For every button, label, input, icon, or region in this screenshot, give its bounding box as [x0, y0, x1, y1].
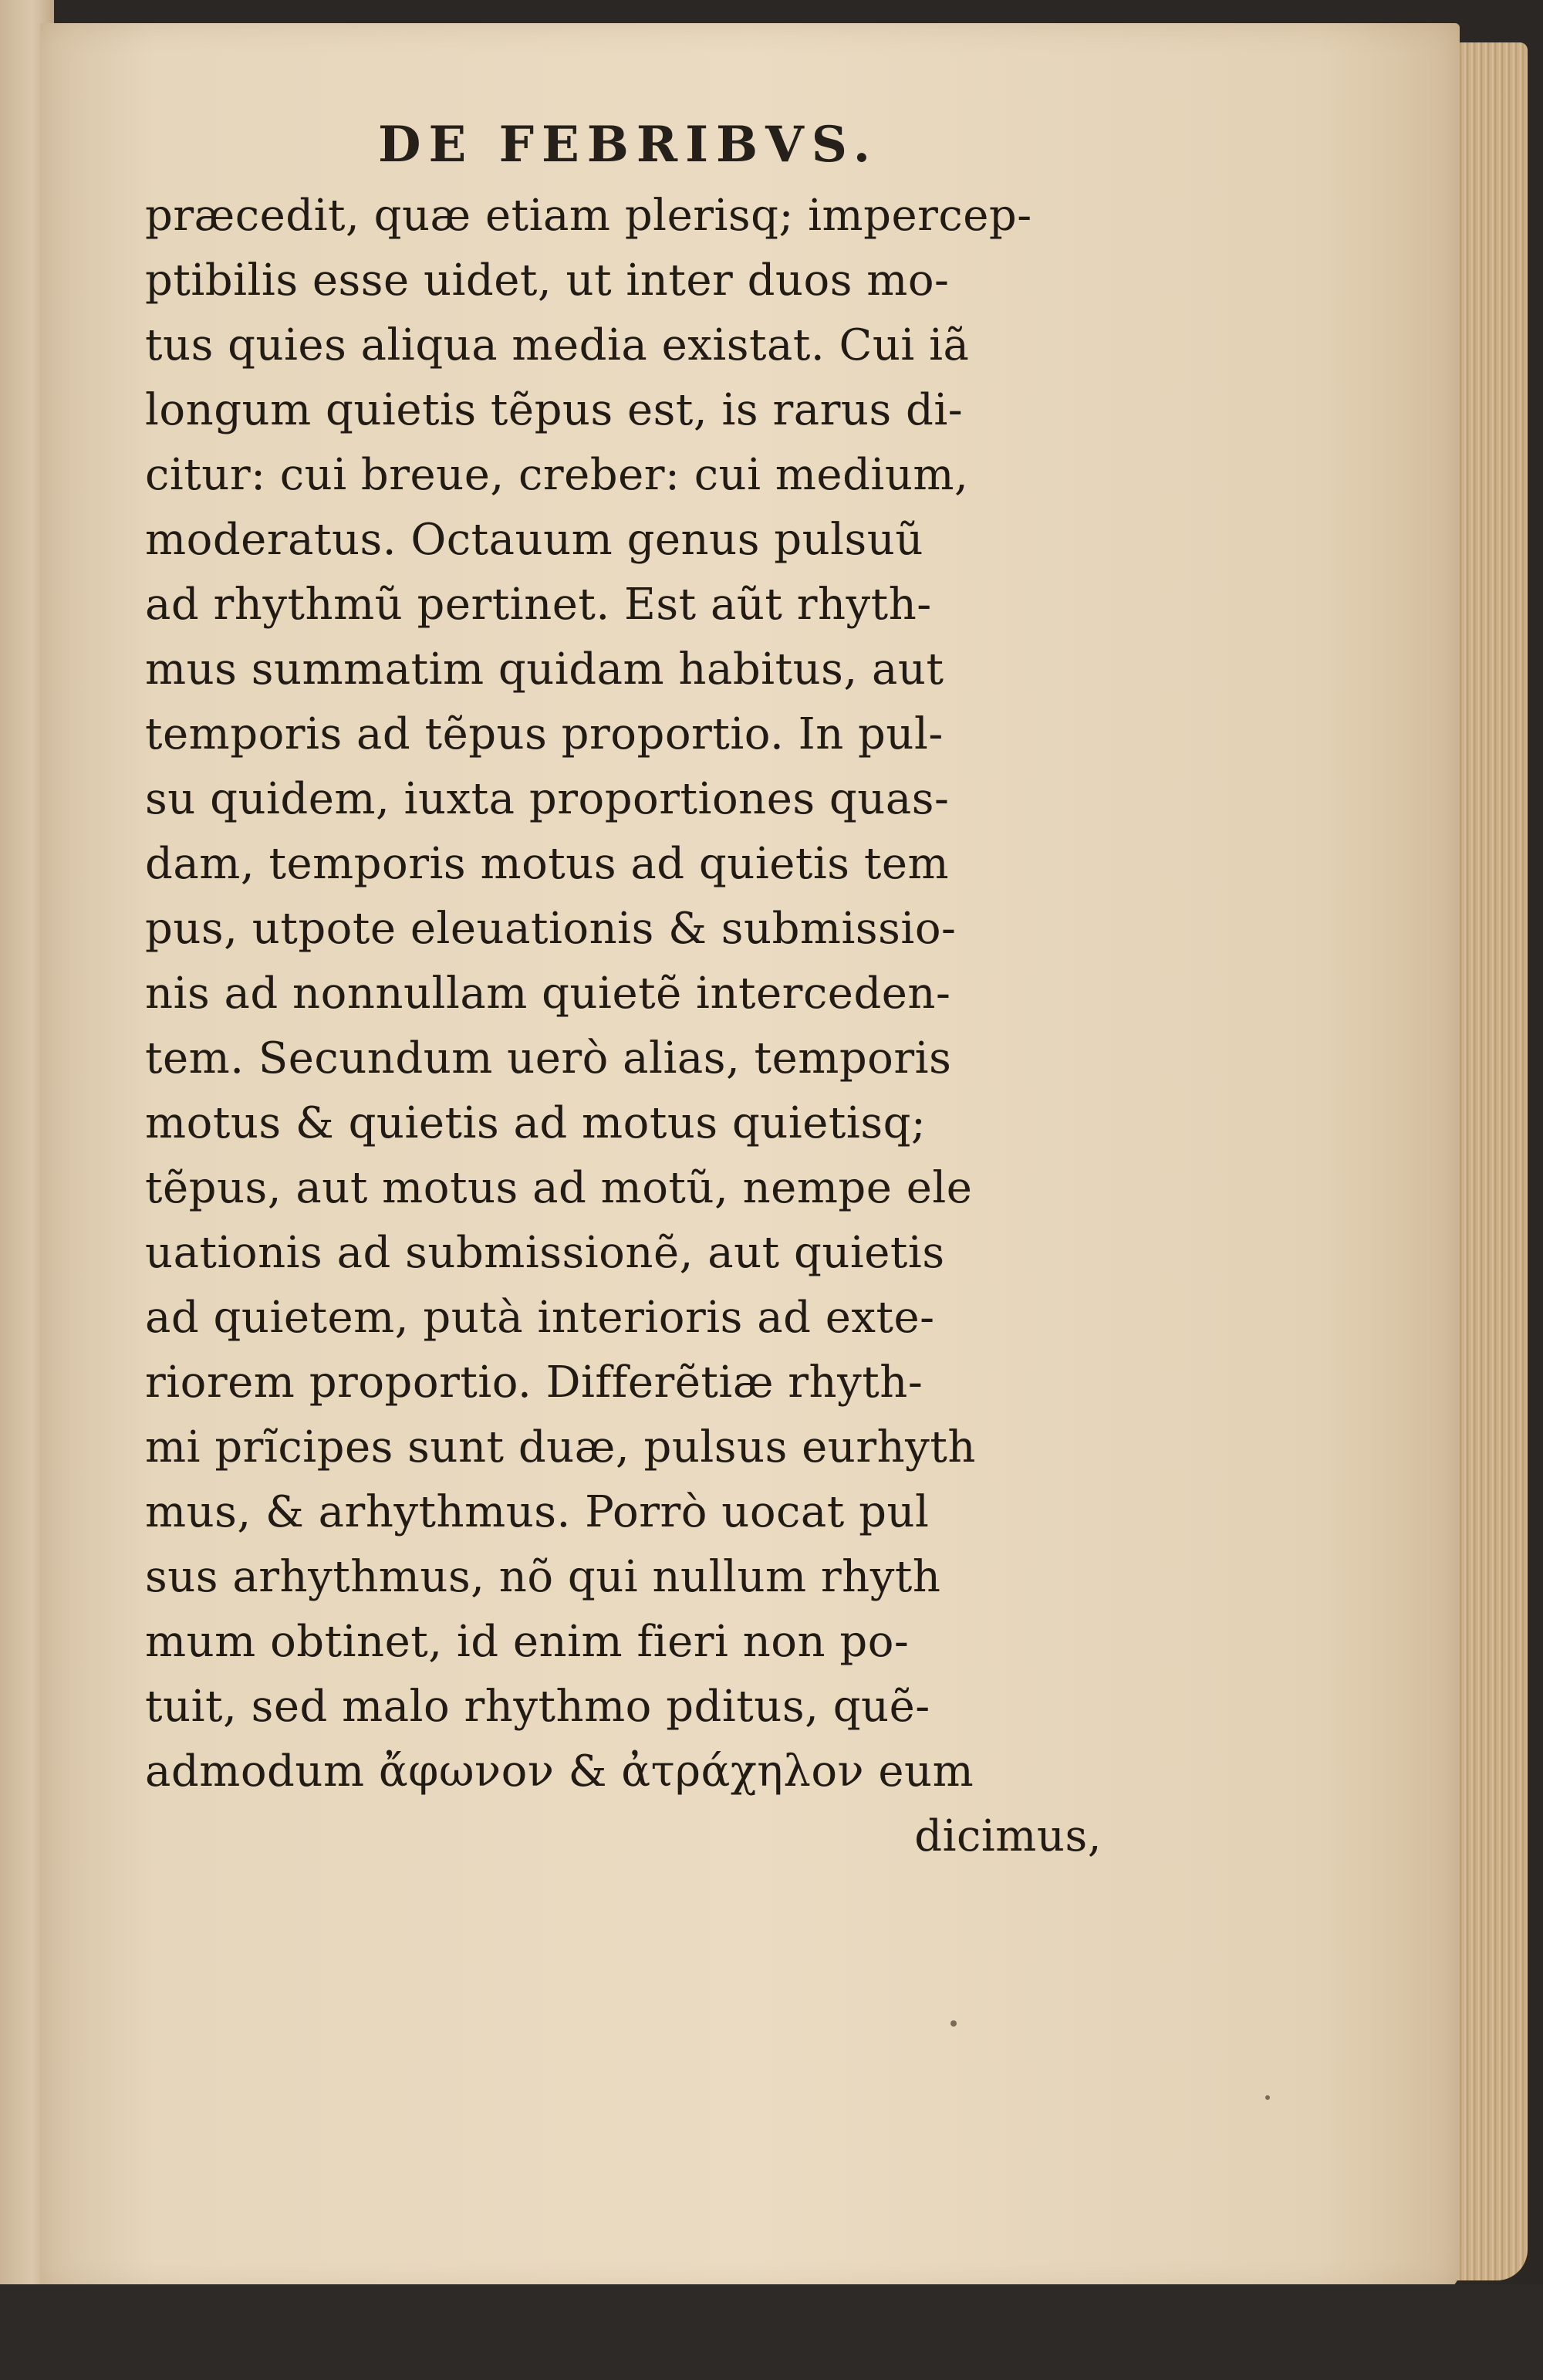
text-line: ad rhythmũ pertinet. Est aũt rhyth-	[145, 580, 932, 630]
text-line: mi prĩcipes sunt duæ, pulsus eurhyth	[145, 1422, 976, 1472]
text-line: tẽpus, aut motus ad motũ, nempe ele	[145, 1163, 973, 1213]
text-line: mum obtinet, id enim fieri non po-	[145, 1617, 910, 1667]
body-text	[145, 184, 1102, 1869]
text-line: longum quietis tẽpus est, is rarus di-	[145, 385, 964, 435]
text-line: su quidem, iuxta proportiones quas-	[145, 774, 950, 824]
catchword: dicimus,	[914, 1811, 1102, 1861]
background-shadow	[0, 2284, 1543, 2380]
text-line: riorem proportio. Differẽtiæ rhyth-	[145, 1357, 923, 1408]
text-line: nis ad nonnullam quietẽ interceden-	[145, 969, 951, 1019]
text-line: præcedit, quæ etiam plerisq; impercep-	[145, 191, 1032, 241]
text-line: moderatus. Octauum genus pulsuũ	[145, 515, 923, 565]
paper-speck	[1265, 2095, 1270, 2100]
text-line: sus arhythmus, nõ qui nullum rhyth	[145, 1552, 941, 1602]
text-line: dam, temporis motus ad quietis tem	[145, 839, 950, 889]
text-line: tuit, sed malo rhythmo pditus, quẽ-	[145, 1682, 930, 1732]
paper-speck	[950, 2020, 957, 2027]
text-line: tus quies aliqua media existat. Cui iã	[145, 320, 970, 370]
running-head: DE FEBRIBVS.	[378, 116, 878, 174]
text-line: uationis ad submissionẽ, aut quietis	[145, 1228, 945, 1278]
text-line: pus, utpote eleuationis & submissio-	[145, 904, 957, 954]
text-line: ad quietem, putà interioris ad exte-	[145, 1293, 935, 1343]
text-line: mus, & arhythmus. Porrò uocat pul	[145, 1487, 930, 1537]
text-line: admodum ἄφωνον & ἀτράχηλον eum	[145, 1746, 974, 1797]
text-line: motus & quietis ad motus quietisq;	[145, 1098, 927, 1148]
text-line: ptibilis esse uidet, ut inter duos mo-	[145, 255, 950, 306]
text-line: mus summatim quidam habitus, aut	[145, 644, 944, 695]
text-line: citur: cui breue, creber: cui medium,	[145, 450, 969, 500]
text-line: temporis ad tẽpus proportio. In pul-	[145, 709, 944, 759]
text-line: tem. Secundum uerò alias, temporis	[145, 1033, 952, 1084]
